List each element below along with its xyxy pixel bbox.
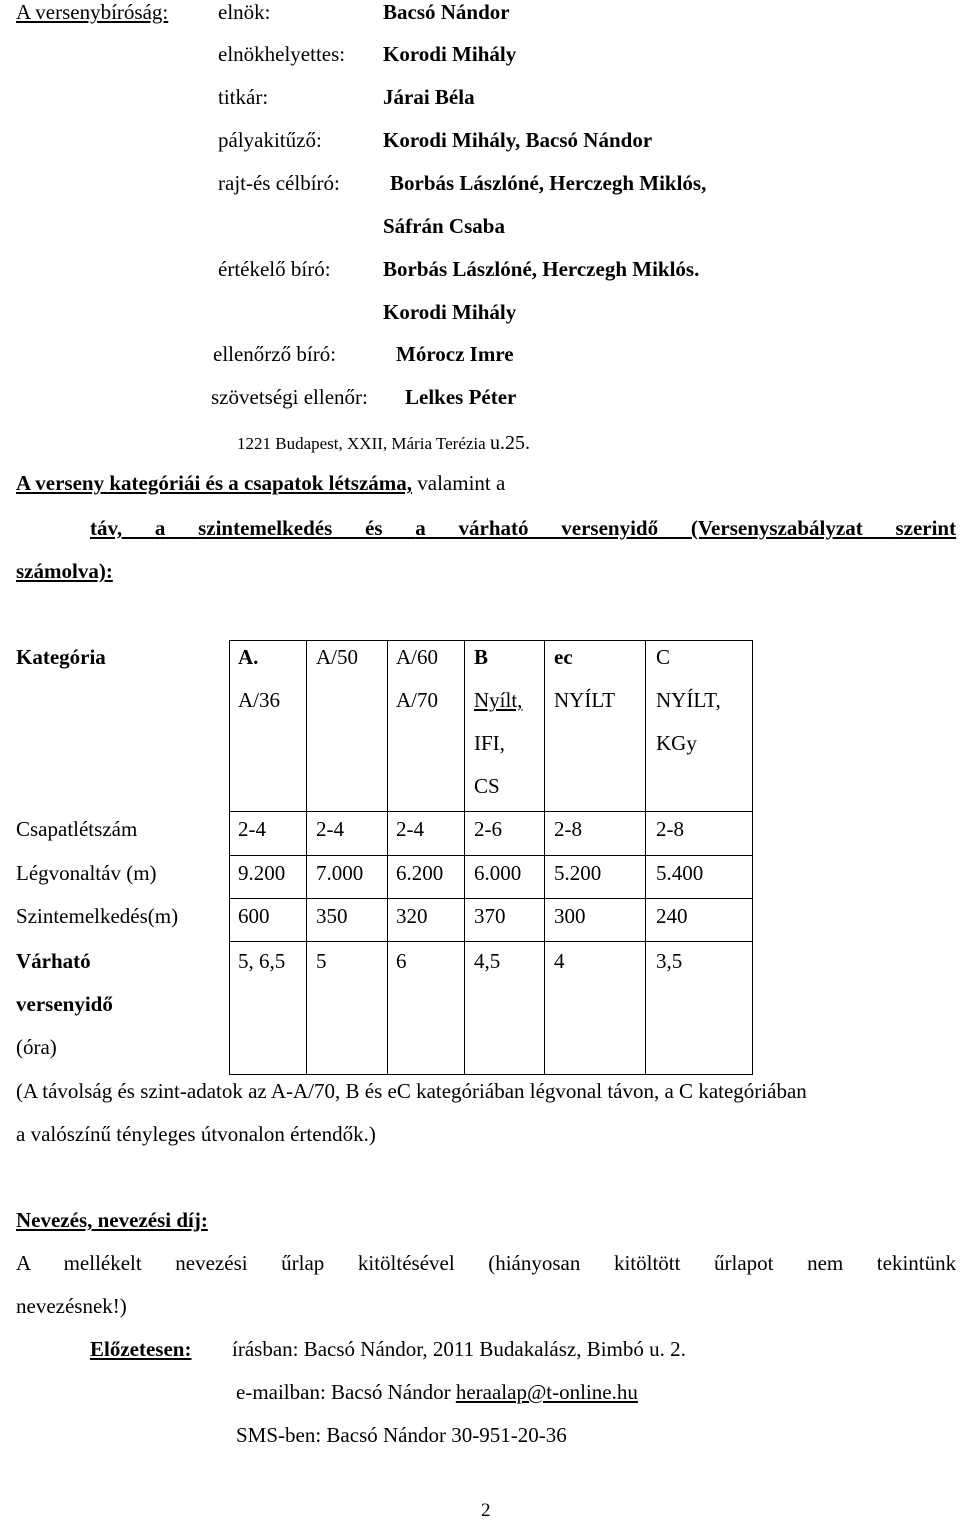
column-header: Nyílt, <box>474 688 523 712</box>
paragraph-word: (hiányosan <box>488 1251 581 1275</box>
email-link[interactable]: heraalap@t-online.hu <box>455 1380 638 1404</box>
paragraph-word: mellékelt <box>63 1251 142 1275</box>
member-name: Borbás Lászlóné, Herczegh Miklós. <box>383 257 700 281</box>
table-cell: 600 <box>238 904 270 928</box>
address <box>237 431 530 456</box>
table-cell: 5 <box>316 949 327 973</box>
table-cell: 370 <box>474 904 506 928</box>
table-border <box>229 1074 753 1075</box>
paragraph-word: űrlap <box>281 1251 325 1275</box>
advance-label: Előzetesen: <box>90 1337 192 1361</box>
member-name: Bacsó Nándor <box>383 0 510 24</box>
table-cell: 4,5 <box>474 949 501 973</box>
member-name: Mórocz Imre <box>396 342 514 366</box>
table-cell: 5, 6,5 <box>238 949 286 973</box>
member-name: Korodi Mihály <box>383 42 517 66</box>
entry-paragraph-end: nevezésnek!) <box>16 1294 127 1318</box>
member-name: Borbás Lászlóné, Herczegh Miklós, <box>390 171 707 195</box>
role-label: értékelő bíró: <box>218 257 331 281</box>
address-end: u.25. <box>489 432 530 454</box>
subtitle-word: és <box>365 516 383 540</box>
row-label: Szintemelkedés(m) <box>16 904 179 928</box>
member-name: Járai Béla <box>383 85 475 109</box>
table-border <box>752 640 753 1075</box>
table-cell: 2-8 <box>554 817 582 841</box>
column-header: IFI, <box>474 731 505 755</box>
table-border <box>229 811 753 812</box>
member-name: Sáfrán Csaba <box>383 214 505 238</box>
row-label: versenyidő <box>16 992 113 1016</box>
categories-title-line <box>16 471 505 495</box>
table-cell: 2-6 <box>474 817 502 841</box>
column-header: B <box>474 645 489 669</box>
table-cell: 4 <box>554 949 565 973</box>
table-border <box>229 898 753 899</box>
paragraph-word: tekintünk <box>876 1251 957 1275</box>
paragraph-word: nevezési <box>175 1251 248 1275</box>
subtitle-word: (Versenyszabályzat <box>690 516 863 540</box>
table-cell: 2-4 <box>396 817 424 841</box>
entry-heading: Nevezés, nevezési díj: <box>16 1208 208 1232</box>
table-border <box>306 640 307 1075</box>
table-cell: 3,5 <box>656 949 683 973</box>
role-label: elnök: <box>218 0 271 24</box>
paragraph-word: kitöltésével <box>357 1251 455 1275</box>
row-label: Légvonaltáv (m) <box>16 861 157 885</box>
row-label: (óra) <box>16 1035 57 1059</box>
subtitle-word: versenyidő <box>561 516 659 540</box>
advance-line: írásban: Bacsó Nándor, 2011 Budakalász, Bimbó u. 2. <box>232 1337 686 1361</box>
email-label: e-mailban: Bacsó Nándor <box>236 1380 451 1404</box>
column-header: C <box>656 645 671 669</box>
address-text: 1221 Budapest, XXII, Mária Terézia <box>237 434 486 453</box>
member-name: Korodi Mihály, Bacsó Nándor <box>383 128 653 152</box>
subtitle-word: a <box>154 516 166 540</box>
advance-line: SMS-ben: Bacsó Nándor 30-951-20-36 <box>236 1423 567 1447</box>
table-cell: 9.200 <box>238 861 286 885</box>
role-label: rajt-és célbíró: <box>218 171 340 195</box>
table-border <box>464 640 465 1075</box>
page-number: 2 <box>481 1500 491 1521</box>
subtitle-word: a <box>415 516 426 540</box>
role-label: pályakitűző: <box>218 128 322 152</box>
paragraph-word: kitöltött <box>613 1251 681 1275</box>
table-border <box>229 640 230 1075</box>
subtitle-word: táv, <box>90 516 123 540</box>
table-border <box>645 640 646 1075</box>
note-line: (A távolság és szint-adatok az A-A/70, B és eC kategóriában légvonal távon, a C kategóriában <box>16 1079 807 1103</box>
column-header: ec <box>554 645 573 669</box>
column-header: A/36 <box>238 688 280 712</box>
paragraph-word: nem <box>807 1251 844 1275</box>
member-name: Lelkes Péter <box>405 385 517 409</box>
board-heading: A versenybíróság: <box>16 0 169 24</box>
table-cell: 2-4 <box>238 817 266 841</box>
categories-title-rest: valamint a <box>417 471 506 495</box>
table-cell: 5.400 <box>656 861 704 885</box>
categories-subtitle-end: számolva): <box>16 559 113 583</box>
categories-subtitle-line <box>90 516 956 540</box>
entry-paragraph-line <box>16 1251 956 1275</box>
row-label: Várható <box>16 949 91 973</box>
table-border <box>544 640 545 1075</box>
table-cell: 7.000 <box>316 861 364 885</box>
role-label: ellenőrző bíró: <box>213 342 337 366</box>
column-header: A/70 <box>396 688 438 712</box>
paragraph-word: A <box>16 1251 31 1275</box>
column-header: A. <box>238 645 259 669</box>
row-label: Csapatlétszám <box>16 817 138 841</box>
table-border <box>229 941 753 942</box>
subtitle-word: szerint <box>895 516 957 540</box>
categories-title: A verseny kategóriái és a csapatok létszáma, <box>16 471 413 495</box>
table-cell: 300 <box>554 904 586 928</box>
role-label: titkár: <box>218 85 269 109</box>
column-header: NYÍLT, <box>656 688 721 712</box>
table-cell: 6.000 <box>474 861 522 885</box>
table-border <box>229 640 753 641</box>
table-header-label: Kategória <box>16 645 106 669</box>
column-header: CS <box>474 774 500 798</box>
role-label: elnökhelyettes: <box>218 42 346 66</box>
paragraph-word: űrlapot <box>714 1251 774 1275</box>
table-cell: 2-8 <box>656 817 684 841</box>
table-cell: 2-4 <box>316 817 344 841</box>
column-header: A/60 <box>396 645 438 669</box>
table-border <box>229 855 753 856</box>
table-border <box>387 640 388 1075</box>
column-header: KGy <box>656 731 697 755</box>
table-cell: 320 <box>396 904 428 928</box>
subtitle-word: szintemelkedés <box>198 516 333 540</box>
advance-line <box>236 1380 638 1404</box>
role-label: szövetségi ellenőr: <box>211 385 368 409</box>
table-cell: 6 <box>396 949 407 973</box>
table-cell: 5.200 <box>554 861 602 885</box>
column-header: A/50 <box>316 645 358 669</box>
member-name: Korodi Mihály <box>383 300 517 324</box>
table-cell: 6.200 <box>396 861 444 885</box>
column-header: NYÍLT <box>554 688 616 712</box>
subtitle-word: várható <box>458 516 529 540</box>
table-cell: 240 <box>656 904 688 928</box>
table-cell: 350 <box>316 904 348 928</box>
note-line: a valószínű tényleges útvonalon értendők.) <box>16 1122 376 1146</box>
